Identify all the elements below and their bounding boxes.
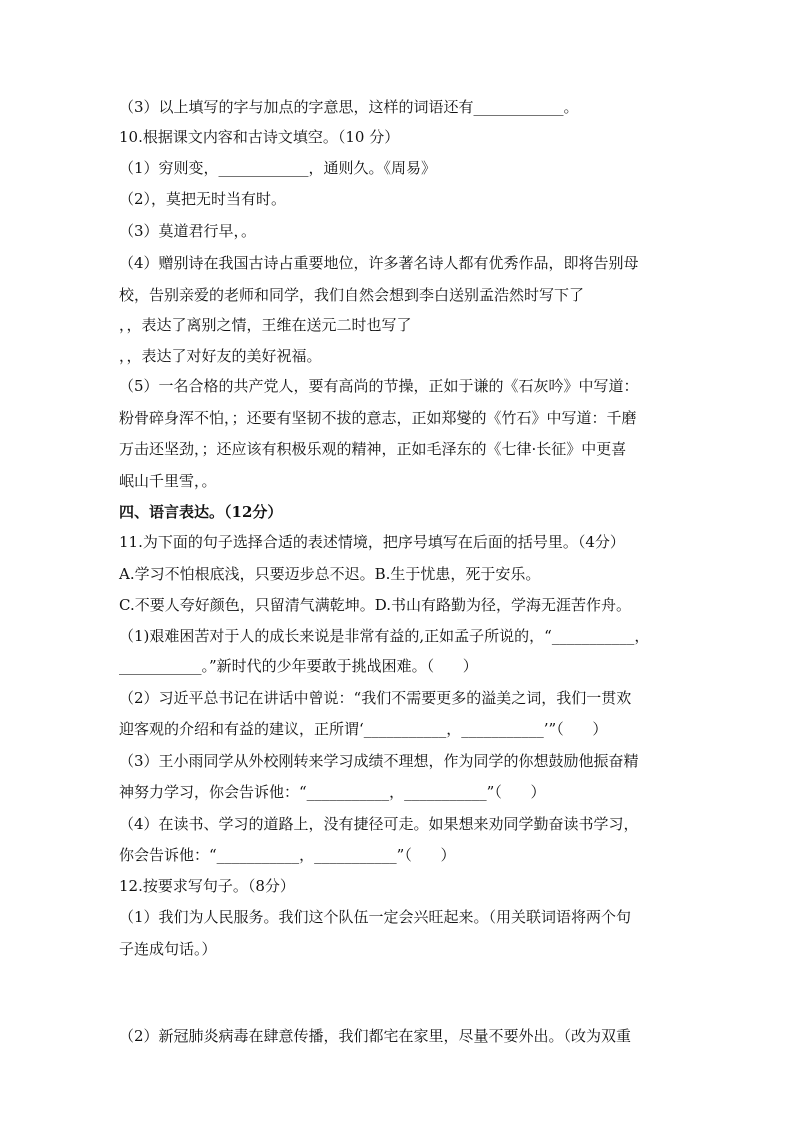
text-line: ，，表达了对好友的美好祝福。 (119, 347, 322, 365)
text-line: （1）我们为人民服务。我们这个队伍一定会兴旺起来。（用关联词语将两个句 (119, 908, 632, 926)
text-line: （4）赠别诗在我国古诗占重要地位，许多著名诗人都有优秀作品，即将告别母 (119, 254, 639, 272)
text-line: （2），莫把无时当有时。 (119, 190, 287, 208)
text-line: 神努力学习，你会告诉他：“___________，___________”（ ） (119, 783, 546, 801)
text-line: （1）穷则变，____________，通则久。《周易》 (119, 159, 437, 177)
text-line: （3）以上填写的字与加点的字意思，这样的词语还有____________。 (119, 98, 579, 116)
text-line: 粉骨碎身浑不怕，；还要有坚韧不拔的意志，正如郑燮的《竹石》中写道：千磨 (119, 409, 637, 427)
text-line: （3）莫道君行早，。 (119, 222, 257, 240)
option-line: C.不要人夸好颜色，只留清气满乾坤。D.书山有路勤为径，学海无涯苦作舟。 (119, 596, 631, 614)
text-line: （4）在读书、学习的道路上，没有捷径可走。如果想来劝同学勤奋读书学习， (119, 815, 639, 833)
text-line: 万击还坚劲，；还应该有积极乐观的精神，正如毛泽东的《七律·长征》中更喜 (119, 440, 627, 458)
text-line: 10.根据课文内容和古诗文填空。（10 分） (119, 128, 400, 146)
section-heading: 四、语言表达。（12分） (119, 503, 283, 521)
text-line: （2）新冠肺炎病毒在肆意传播，我们都宅在家里，尽量不要外出。（改为双重 (119, 1027, 632, 1045)
text-line: 岷山千里雪，。 (119, 472, 217, 490)
text-line: ，，表达了离别之情，王维在送元二时也写了 (119, 316, 412, 334)
text-line: 你会告诉他：“___________，___________”（ ） (119, 846, 456, 864)
text-line: （3）王小雨同学从外校刚转来学习成绩不理想，作为同学的你想鼓励他振奋精 (119, 752, 639, 770)
question-title: 11.为下面的句子选择合适的表述情境，把序号填写在后面的括号里。（4分） (119, 533, 625, 551)
text-line: ___________。”新时代的少年要敢于挑战困难。（ ） (119, 657, 478, 675)
text-line: 校，告别亲爱的老师和同学，我们自然会想到李白送别孟浩然时写下了 (119, 286, 585, 304)
text-line: （5）一名合格的共产党人，要有高尚的节操，正如于谦的《石灰吟》中写道： (119, 377, 639, 395)
text-line: （1)艰难困苦对于人的成长来说是非常有益的,正如孟子所说的，“___________， (119, 627, 650, 645)
text-line: （2）习近平总书记在讲话中曾说：“我们不需要更多的溢美之词，我们一贯欢 (119, 689, 632, 707)
question-title: 12.按要求写句子。（8分） (119, 877, 295, 895)
text-line: 迎客观的介绍和有益的建议，正所谓‘___________，___________’”（ ） (119, 720, 608, 738)
option-line: A.学习不怕根底浅，只要迈步总不迟。B.生于忧患，死于安乐。 (119, 565, 541, 583)
text-line: 子连成句话。） (119, 940, 217, 958)
